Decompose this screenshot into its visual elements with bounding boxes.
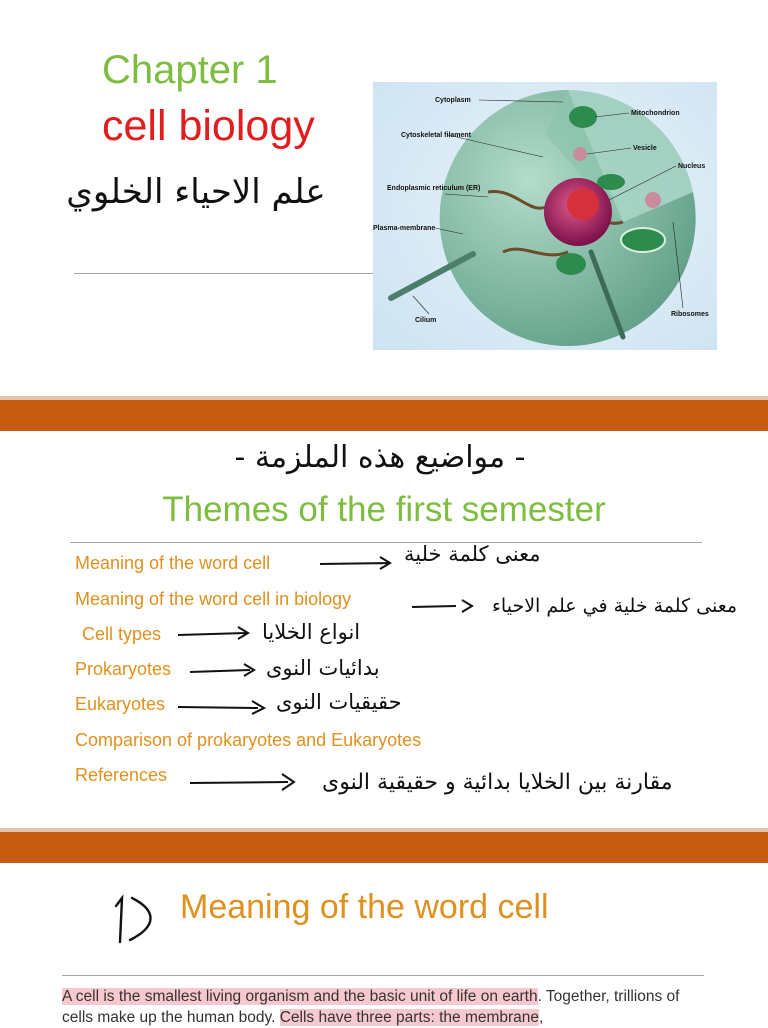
arrow-icon: [188, 771, 308, 793]
topic-note: انواع الخلايا: [262, 620, 361, 644]
highlight-parts: Cells have three parts: the membrane: [279, 1009, 540, 1026]
mitochondrion-bottom: [556, 253, 586, 275]
topic-note: حقيقيات النوى: [276, 690, 402, 714]
arabic-title-handwritten: علم الاحياء الخلوي: [66, 172, 326, 212]
mitochondrion-top: [569, 106, 597, 128]
slide-divider: [0, 400, 768, 431]
topic-item: References: [75, 765, 168, 785]
topic-item: Eukaryotes: [75, 694, 166, 714]
themes-rule: [70, 542, 702, 543]
highlight-definition: A cell is the smallest living organism and the basic unit of life on earth: [62, 988, 538, 1005]
arrow-icon: [176, 625, 256, 641]
label-nucleus: Nucleus: [678, 163, 706, 170]
topic-item: Meaning of the word cell in biology: [75, 589, 352, 609]
chapter-label: Chapter 1: [102, 48, 278, 92]
mitochondrion-right: [621, 228, 665, 252]
label-plasma-membrane: Plasma-membrane: [373, 225, 436, 232]
section-number: 1: [108, 888, 109, 889]
themes-title: Themes of the first semester: [162, 490, 606, 529]
topic-item: Comparison of prokaryotes and Eukaryotes: [75, 730, 422, 750]
animal-cell-diagram: [373, 82, 717, 350]
section-rule: [62, 975, 704, 976]
label-cilium: Cilium: [415, 317, 437, 324]
body-text: . Together, trillions of cells make up the human body.: [62, 988, 680, 1026]
topic-item: Prokaryotes: [75, 659, 172, 679]
slide-title: [0, 0, 768, 400]
label-ribosomes: Ribosomes: [671, 311, 709, 318]
label-cytoskeletal: Cytoskeletal filament: [401, 132, 472, 139]
label-vesicle: Vesicle: [633, 145, 657, 152]
arrow-icon: [188, 662, 262, 678]
topic-item: Meaning of the word cell: [75, 553, 271, 573]
vesicle: [573, 147, 587, 161]
topic-item: Cell types: [82, 624, 162, 644]
arrow-icon: [318, 555, 398, 571]
title-rule: [74, 273, 374, 274]
slide-divider-edge: [0, 396, 768, 400]
arabic-heading-handwritten: - مواضيع هذه الملزمة -: [234, 440, 526, 475]
page-title: cell biology: [102, 102, 315, 150]
vesicle-2: [645, 192, 661, 208]
topic-note: بدائيات النوى: [266, 656, 380, 680]
nucleolus: [567, 188, 599, 220]
label-er: Endoplasmic reticulum (ER): [387, 185, 481, 192]
section-body: [62, 986, 712, 1028]
arrow-icon: [176, 699, 272, 715]
slide-divider: [0, 832, 768, 863]
label-cytoplasm: Cytoplasm: [435, 97, 471, 104]
section-title: Meaning of the word cell: [180, 888, 549, 926]
label-mitochondrion: Mitochondrion: [631, 110, 680, 117]
body-text-end: ,: [539, 1009, 544, 1026]
topic-note: معنى كلمة خلية في علم الاحياء: [492, 595, 738, 617]
handwritten-number-one: [108, 888, 164, 948]
arrow-icon: [410, 598, 474, 614]
slide-divider-edge: [0, 828, 768, 832]
topic-note: معنى كلمة خلية: [404, 542, 541, 566]
mitochondrion-small: [597, 174, 625, 190]
topic-note: مقارنة بين الخلايا بدائية و حقيقية النوى: [322, 770, 673, 795]
